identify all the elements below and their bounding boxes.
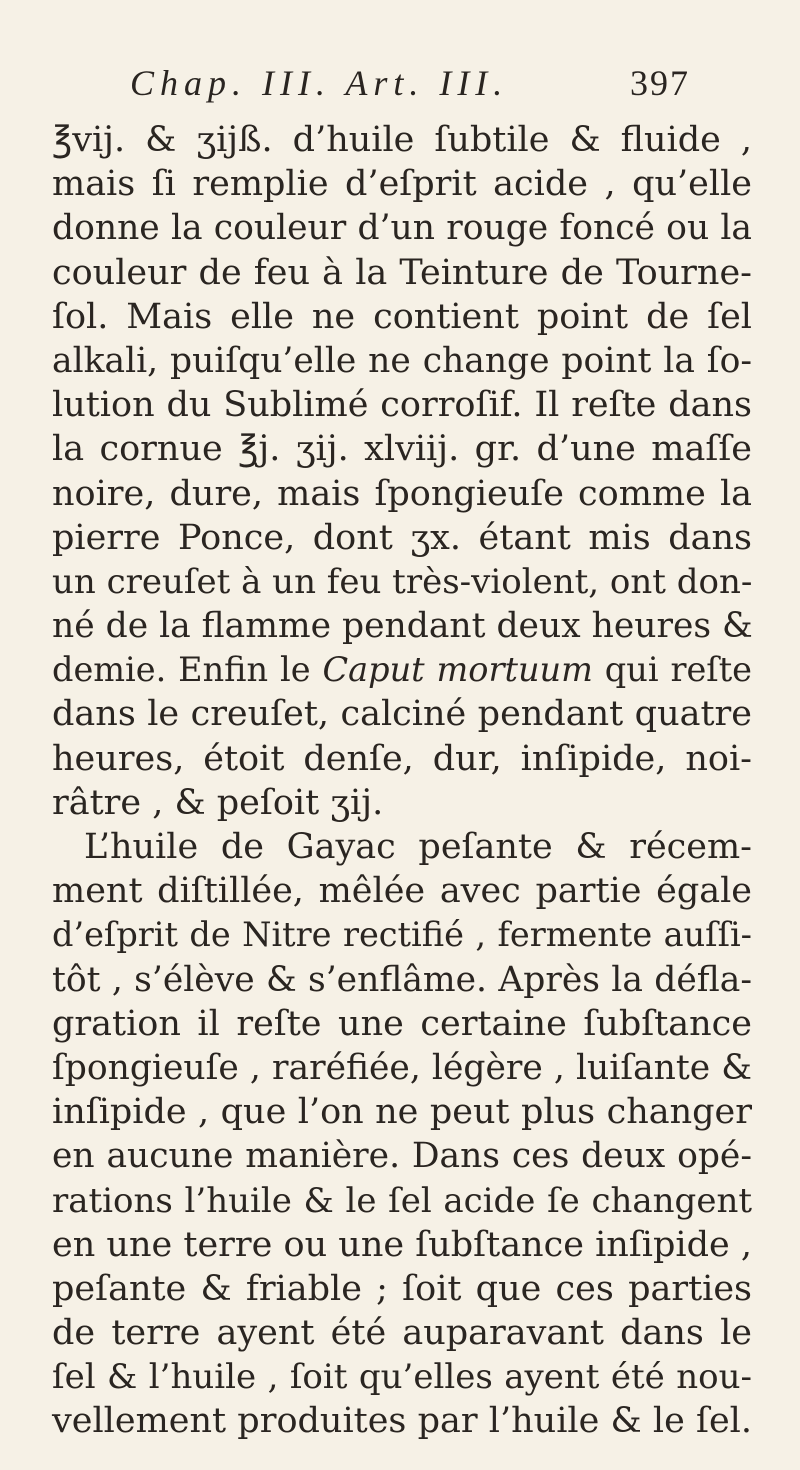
text-line: de terre ayent été auparavant dans le [52, 1313, 752, 1354]
text-line: la cornue ℥j. ʒij. xlviij. gr. d’une maſſe [52, 429, 752, 470]
text-line: alkali, puiſqu’elle ne change point la ſo- [52, 340, 752, 381]
text-line: L’huile de Gayac peſante & récem- [84, 827, 752, 867]
text-line: gration il reſte une certaine ſubſtance [52, 1003, 752, 1044]
text-line: ment diſtillée, mêlée avec partie égale [52, 871, 752, 912]
running-header [130, 62, 690, 114]
text-line: rations l’huile & le ſel acide ſe changent [52, 1180, 752, 1221]
text-line: ℥vij. & ʒijß. d’huile ſubtile & fluide , [52, 120, 752, 160]
text-line: vellement produites par l’huile & le ſel. [52, 1401, 752, 1442]
text-line: en une terre ou une ſubſtance inſipide , [52, 1224, 752, 1265]
page-number: 397 [630, 63, 690, 103]
text-line: pierre Ponce, dont ʒx. étant mis dans [52, 517, 752, 558]
text-line: heures, étoit denſe, dur, inſipide, noi- [52, 738, 752, 779]
text-line: donne la couleur d’un rouge foncé ou la [52, 208, 752, 249]
text-line: tôt , s’élève & s’enflâme. Après la défla- [52, 959, 752, 1000]
text-line: râtre , & peſoit ʒij. [52, 782, 384, 823]
text-line: couleur de feu à la Teinture de Tourne- [52, 252, 752, 293]
text-line: mais ſi remplie d’eſprit acide , qu’elle [52, 164, 752, 205]
body-text [52, 118, 752, 1444]
text-line: ſpongieuſe , raréfiée, légère , luiſante & [52, 1047, 752, 1088]
text-line: lution du Sublimé corroſif. Il reſte dans [52, 385, 752, 426]
text-line: peſante & friable ; ſoit que ces parties [52, 1268, 752, 1309]
text-line: né de la flamme pendant deux heures & [52, 606, 753, 647]
text-line: un creuſet à un feu très-violent, ont don- [52, 561, 753, 602]
text-line: demie. Enfin le Caput mortuum qui reſte [52, 650, 752, 690]
latin-phrase: Caput mortuum [322, 650, 593, 690]
running-head-title: Chap. III. Art. III. [130, 63, 509, 103]
text-line: inſipide , que l’on ne peut plus changer [52, 1092, 752, 1133]
text-line: ſel & l’huile , ſoit qu’elles ayent été nou- [52, 1357, 752, 1398]
text-line: d’eſprit de Nitre rectifié , fermente auſſi- [52, 915, 752, 955]
text-line: en aucune manière. Dans ces deux opé- [52, 1136, 752, 1177]
text-line: ſol. Mais elle ne contient point de ſel [52, 296, 752, 337]
text-line: dans le creuſet, calciné pendant quatre [52, 694, 752, 735]
text-line: noire, dure, mais ſpongieuſe comme la [52, 473, 752, 514]
